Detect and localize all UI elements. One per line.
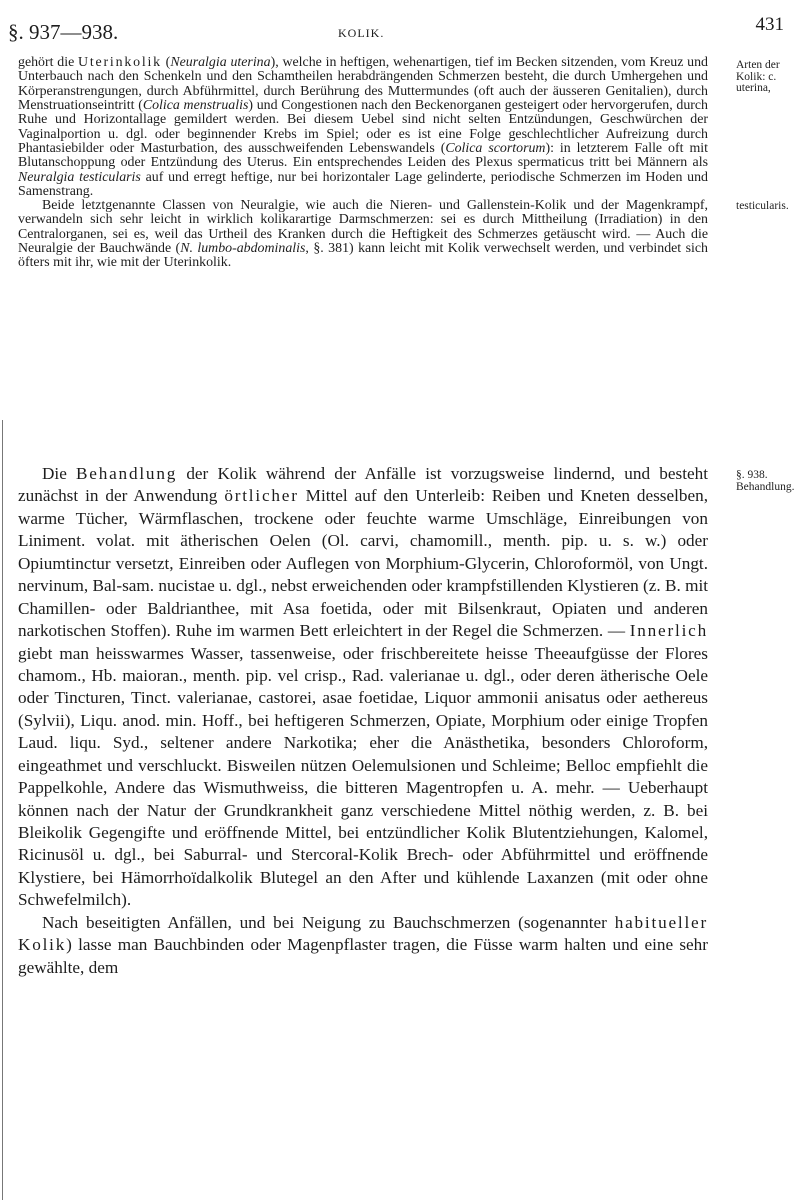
section-range: §. 937—938. <box>8 20 119 44</box>
paragraph-neuralgie-classen: Beide letztgenannte Classen von Neuralgie, wie auch die Nieren- und Gallenstein-Kolik und der Magenkrampf, verwandeln sich sehr leicht in wirklich kolikarartige Darmschmerzen: sei es durch Mittheilung (Irradiation) in den Centralorganen, sei es, weil das Urtheil des Kranken durch die Heftigkeit des Schmerzes getäuscht wird. — Auch die Neuralgie der Bauchwände (N. lumbo-abdominalis, §. 381) kann leicht mit Kolik verwechselt werden, und verbindet sich öfters mit ihr, wie mit der Uterinkolik. <box>18 198 708 271</box>
term-habitueller-kolik: habitueller Kolik <box>18 912 708 955</box>
term-innerlich: Innerlich <box>629 621 708 641</box>
paragraph-uterinkolik: gehört die Uterinkolik (Neuralgia uterina), welche in heftigen, wehenartigen, tief im Becken sitzenden, vom Kreuz und Unterbauch nach den Schenkeln und den Schamtheilen herabdrängenden Schmerzen besteht, die durch Umhergehen und Körperanstrengungen, durch Abführmittel, durch Berührung des Muttermundes (oft auch der äusseren Genitalien), durch Menstruationseintritt (Colica menstrualis) und Congestionen nach den Beckenorganen gesteigert oder hervorgerufen, durch Ruhe und Horizontallage gemildert werden. Bei diesem Uebel sind nicht selten Entzündungen, Geschwürchen der Vaginalportion u. dgl. oder beginnender Krebs im Spiel; oder es ist eine Folge geschlechtlicher Aufreizung durch Phantasiebilder oder Masturbation, des ausschweifenden Lebenswandels (Colica scortorum): in letzterem Falle oft mit Blutanschoppung oder Entzündung des Uterus. Ein entsprechendes Leiden des Plexus spermaticus tritt bei Männern als Neuralgia testicularis auf und erregt heftige, nur bei horizontaler Lage gelinderte, periodische Schmerzen im Hoden und Samenstrang. <box>18 55 709 199</box>
term-colica-menstrualis: Colica menstrualis <box>142 97 249 113</box>
term-colica-scortorum: Colica scortorum <box>445 140 546 156</box>
margin-note-kolik-arten: Arten der Kolik: c. uterina, <box>736 59 780 94</box>
term-oertlicher: örtlicher <box>224 486 299 506</box>
paragraph-behandlung: Die Behandlung der Kolik während der Anfälle ist vorzugsweise lindernd, und besteht zunächst in der Anwendung örtlicher Mittel auf den Unterleib: Reiben und Kneten desselben, warme Tücher, Wärmflaschen, trockene oder feuchte warme Umschläge, Einreibungen von Liniment. volat. mit ätherischen Oelen (Ol. carvi, chamomill., menth. pip. u. s. w.) oder Opiumtinctur versetzt, Einreiben oder Auflegen von Morphium-Glycerin, Chloroformöl, von Ungt. nervinum, Bal-sam. nucistae u. dgl., nebst erweichenden oder krampfstillenden Klystieren (z. B. mit Chamillen- oder Baldrianthee, mit Asa foetida, oder mit Bilsenkraut, Opiaten und anderen narkotischen Stoffen). Ruhe im warmen Bett erleichtert in der Regel die Schmerzen. — Innerlich giebt man heisswarmes Wasser, tassenweise, oder frischbereitete heisse Theeaufgüsse der Flores chamom., Hb. maioran., menth. pip. vel crisp., Rad. valerianae u. dgl., oder deren ätherische Oele oder Tincturen, Tinct. valerianae, castorei, asae foetidae, Liquor ammonii anisatus oder aethereus (Sylvii), Liqu. anod. min. Hoff., bei heftigeren Schmerzen, Opiate, Morphium oder einige Tropfen Laud. liqu. Syd., seltener andere Narkotika; eher die Anästhetika, besonders Chloroform, eingeathmet und verschluckt. Bisweilen nützen Oelemulsionen und Schleime; Belloc empfiehlt die Pappelkohle, Andere das Wismuthweiss, die bitteren Magentropfen u. A. mehr. — Ueberhaupt können nach der Natur der Grundkrankheit ganz verschiedene Mittel nöthig werden, z. B. bei Bleikolik Gegengifte und eröffnende Mittel, bei entzündlicher Kolik Blutentziehungen, Kalomel, Ricinusöl u. dgl., bei Saburral- und Stercoral-Kolik Brech- oder Abführmittel und eröffnende Klystiere, bei Hämorrhoïdalkolik Blutegel an den After und kühlende Laxanzen (mit oder ohne Schwefelmilch). <box>18 464 708 910</box>
small-print-section <box>18 56 708 271</box>
running-header <box>8 14 788 48</box>
term-neuralgia-uterina: Neuralgia uterina <box>170 55 271 70</box>
term-neuralgia-testicularis: Neuralgia testicularis <box>18 169 141 185</box>
page-number: 431 <box>755 14 784 35</box>
term-lumbo-abdominalis: N. lumbo-abdominalis <box>180 241 306 257</box>
paragraph-habituelle-kolik: Nach beseitigten Anfällen, und bei Neigung zu Bauchschmerzen (sogenannter habitueller Kolik) lasse man Bauchbinden oder Magenpflaster tragen, die Füsse warm halten und eine sehr gewählte, dem <box>18 912 708 977</box>
running-title: KOLIK. <box>338 26 385 40</box>
main-text-section <box>18 463 708 979</box>
margin-note-behandlung: §. 938. Behandlung. <box>736 469 795 493</box>
term-behandlung: Behandlung <box>76 464 178 483</box>
term-uterinkolik: Uterinkolik <box>78 55 162 70</box>
margin-note-testicularis: testicularis. <box>736 200 789 212</box>
page-edge-line <box>2 420 3 1200</box>
